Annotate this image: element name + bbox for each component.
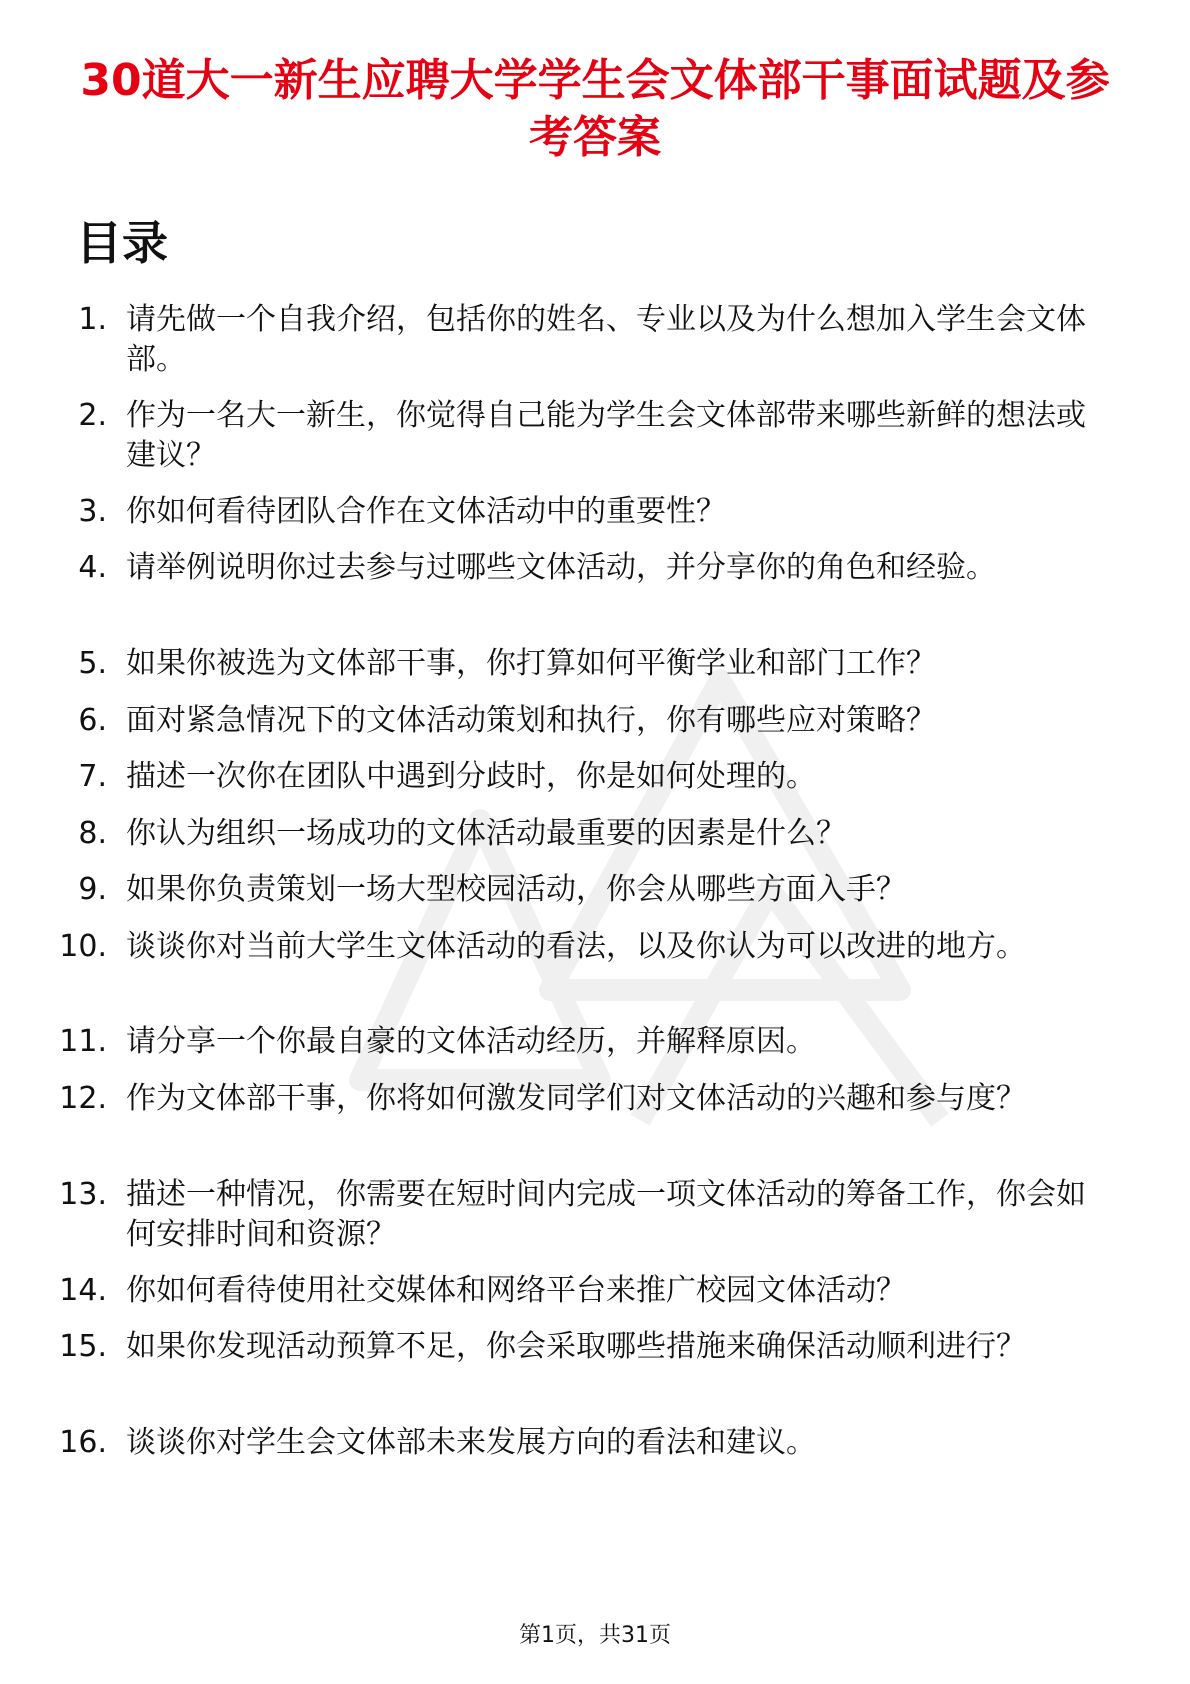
toc-item-number: 14. [59, 1273, 107, 1308]
toc-item-number: 7. [78, 759, 107, 794]
toc-item-number: 3. [78, 494, 107, 529]
toc-item-text: 你如何看待使用社交媒体和网络平台来推广校园文体活动？ [126, 1273, 906, 1308]
toc-item-number: 10. [59, 929, 107, 964]
toc-item-number: 11. [59, 1024, 107, 1059]
toc-item-text: 如果你负责策划一场大型校园活动，你会从哪些方面入手？ [126, 872, 906, 907]
toc-item-text: 描述一次你在团队中遇到分歧时，你是如何处理的。 [126, 759, 816, 794]
toc-item-text: 如果你被选为文体部干事，你打算如何平衡学业和部门工作？ [126, 646, 936, 681]
toc-item-number: 12. [59, 1081, 107, 1116]
toc-item-number: 2. [78, 398, 107, 433]
toc-item-number: 9. [78, 872, 107, 907]
toc-item-number: 16. [59, 1425, 107, 1460]
toc-item-number: 6. [78, 703, 107, 738]
page-footer: 第1页，共31页 [519, 1623, 671, 1648]
toc-item-number: 15. [59, 1329, 107, 1364]
toc-item-text: 谈谈你对学生会文体部未来发展方向的看法和建议。 [126, 1425, 816, 1460]
toc-item-text: 请举例说明你过去参与过哪些文体活动，并分享你的角色和经验。 [126, 550, 996, 585]
document-title: 30道大一新生应聘大学学生会文体部干事面试题及参考答案 [80, 55, 1110, 163]
toc-item-text: 请先做一个自我介绍，包括你的姓名、专业以及为什么想加入学生会文体部。 [126, 302, 1086, 377]
toc-item-text: 描述一种情况，你需要在短时间内完成一项文体活动的筹备工作，你会如何安排时间和资源？ [126, 1177, 1086, 1252]
toc-item-number: 8. [78, 816, 107, 851]
toc-item-text: 你认为组织一场成功的文体活动最重要的因素是什么？ [126, 816, 846, 851]
toc-heading: 目录 [76, 216, 168, 270]
toc-item-number: 4. [78, 550, 107, 585]
toc-item-text: 面对紧急情况下的文体活动策划和执行，你有哪些应对策略？ [126, 703, 936, 738]
toc-item-text: 作为文体部干事，你将如何激发同学们对文体活动的兴趣和参与度？ [126, 1081, 1026, 1116]
toc-item-text: 你如何看待团队合作在文体活动中的重要性？ [126, 494, 726, 529]
toc-item-text: 作为一名大一新生，你觉得自己能为学生会文体部带来哪些新鲜的想法或建议？ [126, 398, 1086, 473]
toc-item-number: 1. [78, 302, 107, 337]
toc-item-number: 13. [59, 1177, 107, 1212]
toc-item-text: 请分享一个你最自豪的文体活动经历，并解释原因。 [126, 1024, 816, 1059]
toc-item-text: 谈谈你对当前大学生文体活动的看法，以及你认为可以改进的地方。 [126, 929, 1026, 964]
toc-item-number: 5. [78, 646, 107, 681]
toc-item-text: 如果你发现活动预算不足，你会采取哪些措施来确保活动顺利进行？ [126, 1329, 1026, 1364]
